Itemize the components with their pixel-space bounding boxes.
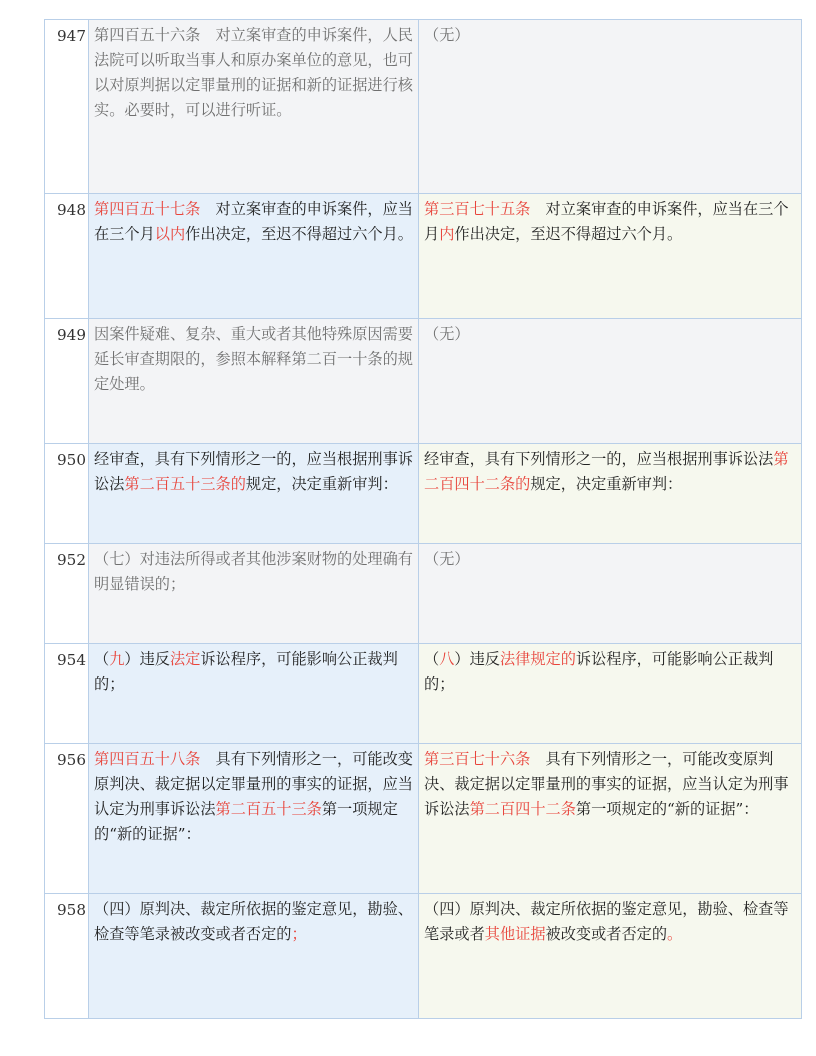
- changed-text: 第二百四十二条的: [424, 450, 789, 493]
- old-text-cell: [89, 644, 419, 744]
- changed-text: 法定: [169, 650, 201, 668]
- clause-text: （无）: [424, 325, 470, 343]
- row-number: 950: [45, 444, 89, 544]
- changed-text: 其他证据: [484, 925, 546, 943]
- clause-text: 诉讼程序，可能影响公正裁判的；: [424, 650, 774, 693]
- table-row: [45, 544, 802, 644]
- old-text-cell: [89, 744, 419, 894]
- row-number: 948: [45, 194, 89, 319]
- clause-text: 诉讼程序，可能影响公正裁判的；: [94, 650, 398, 693]
- clause-text: （: [424, 650, 440, 668]
- new-text-cell: [419, 644, 802, 744]
- changed-text: 。: [667, 925, 683, 943]
- changed-text: ；: [291, 925, 307, 943]
- old-text-cell: [89, 894, 419, 1019]
- table-row: [45, 319, 802, 444]
- clause-text: 对立案审查的申诉案件，应当在三个月: [424, 200, 789, 243]
- changed-text: 九: [109, 650, 125, 668]
- clause-text: （四）原判决、裁定所依据的鉴定意见，勘验、检查等笔录被改变或者否定的: [94, 900, 413, 943]
- table-row: [45, 894, 802, 1019]
- new-text-cell: [419, 319, 802, 444]
- clause-text: 规定，决定重新审判：: [530, 475, 683, 493]
- clause-text: ）违反: [454, 650, 500, 668]
- clause-text: 第四百五十六条 对立案审查的申诉案件，人民法院可以听取当事人和原办案单位的意见，也可以对原判据以定罪量刑的证据和新的证据进行核实。必要时，可以进行听证。: [94, 26, 413, 119]
- new-text-cell: [419, 20, 802, 194]
- changed-text: 第四百五十八条: [94, 750, 201, 768]
- changed-text: 内: [439, 225, 455, 243]
- new-text-cell: [419, 444, 802, 544]
- row-number: 947: [45, 20, 89, 194]
- clause-text: 经审查，具有下列情形之一的，应当根据刑事诉讼法: [424, 450, 774, 468]
- row-number: 954: [45, 644, 89, 744]
- clause-text: 对立案审查的申诉案件，应当在三个月: [94, 200, 413, 243]
- old-text-cell: [89, 544, 419, 644]
- table-row: [45, 444, 802, 544]
- clause-text: （七）对违法所得或者其他涉案财物的处理确有明显错误的；: [94, 550, 413, 593]
- table-row: [45, 194, 802, 319]
- clause-text: 作出决定，至迟不得超过六个月。: [185, 225, 413, 243]
- clause-text: （无）: [424, 26, 470, 44]
- clause-text: 作出决定，至迟不得超过六个月。: [454, 225, 683, 243]
- changed-text: 第二百五十三条: [215, 800, 322, 818]
- clause-text: 经审查，具有下列情形之一的，应当根据刑事诉讼法: [94, 450, 413, 493]
- changed-text: 八: [439, 650, 455, 668]
- old-text-cell: [89, 444, 419, 544]
- clause-text: ）违反: [124, 650, 170, 668]
- table-row: [45, 644, 802, 744]
- table-row: [45, 744, 802, 894]
- table-row: [45, 20, 802, 194]
- changed-text: 第四百五十七条: [94, 200, 201, 218]
- row-number: 958: [45, 894, 89, 1019]
- clause-text: 被改变或者否定的: [545, 925, 667, 943]
- row-number: 956: [45, 744, 89, 894]
- changed-text: 第三百七十五条: [424, 200, 531, 218]
- clause-text: 因案件疑难、复杂、重大或者其他特殊原因需要延长审查期限的，参照本解释第二百一十条的规定处理。: [94, 325, 413, 393]
- clause-text: 第一项规定的“新的证据”：: [575, 800, 759, 818]
- row-number: 949: [45, 319, 89, 444]
- old-text-cell: [89, 194, 419, 319]
- new-text-cell: [419, 544, 802, 644]
- old-text-cell: [89, 319, 419, 444]
- changed-text: 第二百四十二条: [469, 800, 576, 818]
- clause-text: 规定，决定重新审判：: [245, 475, 398, 493]
- old-text-cell: [89, 20, 419, 194]
- changed-text: 法律规定的: [499, 650, 576, 668]
- row-number: 952: [45, 544, 89, 644]
- new-text-cell: [419, 894, 802, 1019]
- clause-text: （: [94, 650, 110, 668]
- clause-text: 第一项规定的“新的证据”：: [94, 800, 398, 843]
- changed-text: 第二百五十三条的: [124, 475, 246, 493]
- comparison-table: [44, 19, 802, 1019]
- new-text-cell: [419, 744, 802, 894]
- clause-text: 具有下列情形之一，可能改变原判决、裁定据以定罪量刑的事实的证据，应当认定为刑事诉讼法: [424, 750, 789, 818]
- clause-text: （无）: [424, 550, 470, 568]
- clause-text: 具有下列情形之一，可能改变原判决、裁定据以定罪量刑的事实的证据，应当认定为刑事诉讼法: [94, 750, 413, 818]
- changed-text: 第三百七十六条: [424, 750, 531, 768]
- changed-text: 以内: [154, 225, 186, 243]
- clause-text: （四）原判决、裁定所依据的鉴定意见，勘验、检查等笔录或者: [424, 900, 789, 943]
- new-text-cell: [419, 194, 802, 319]
